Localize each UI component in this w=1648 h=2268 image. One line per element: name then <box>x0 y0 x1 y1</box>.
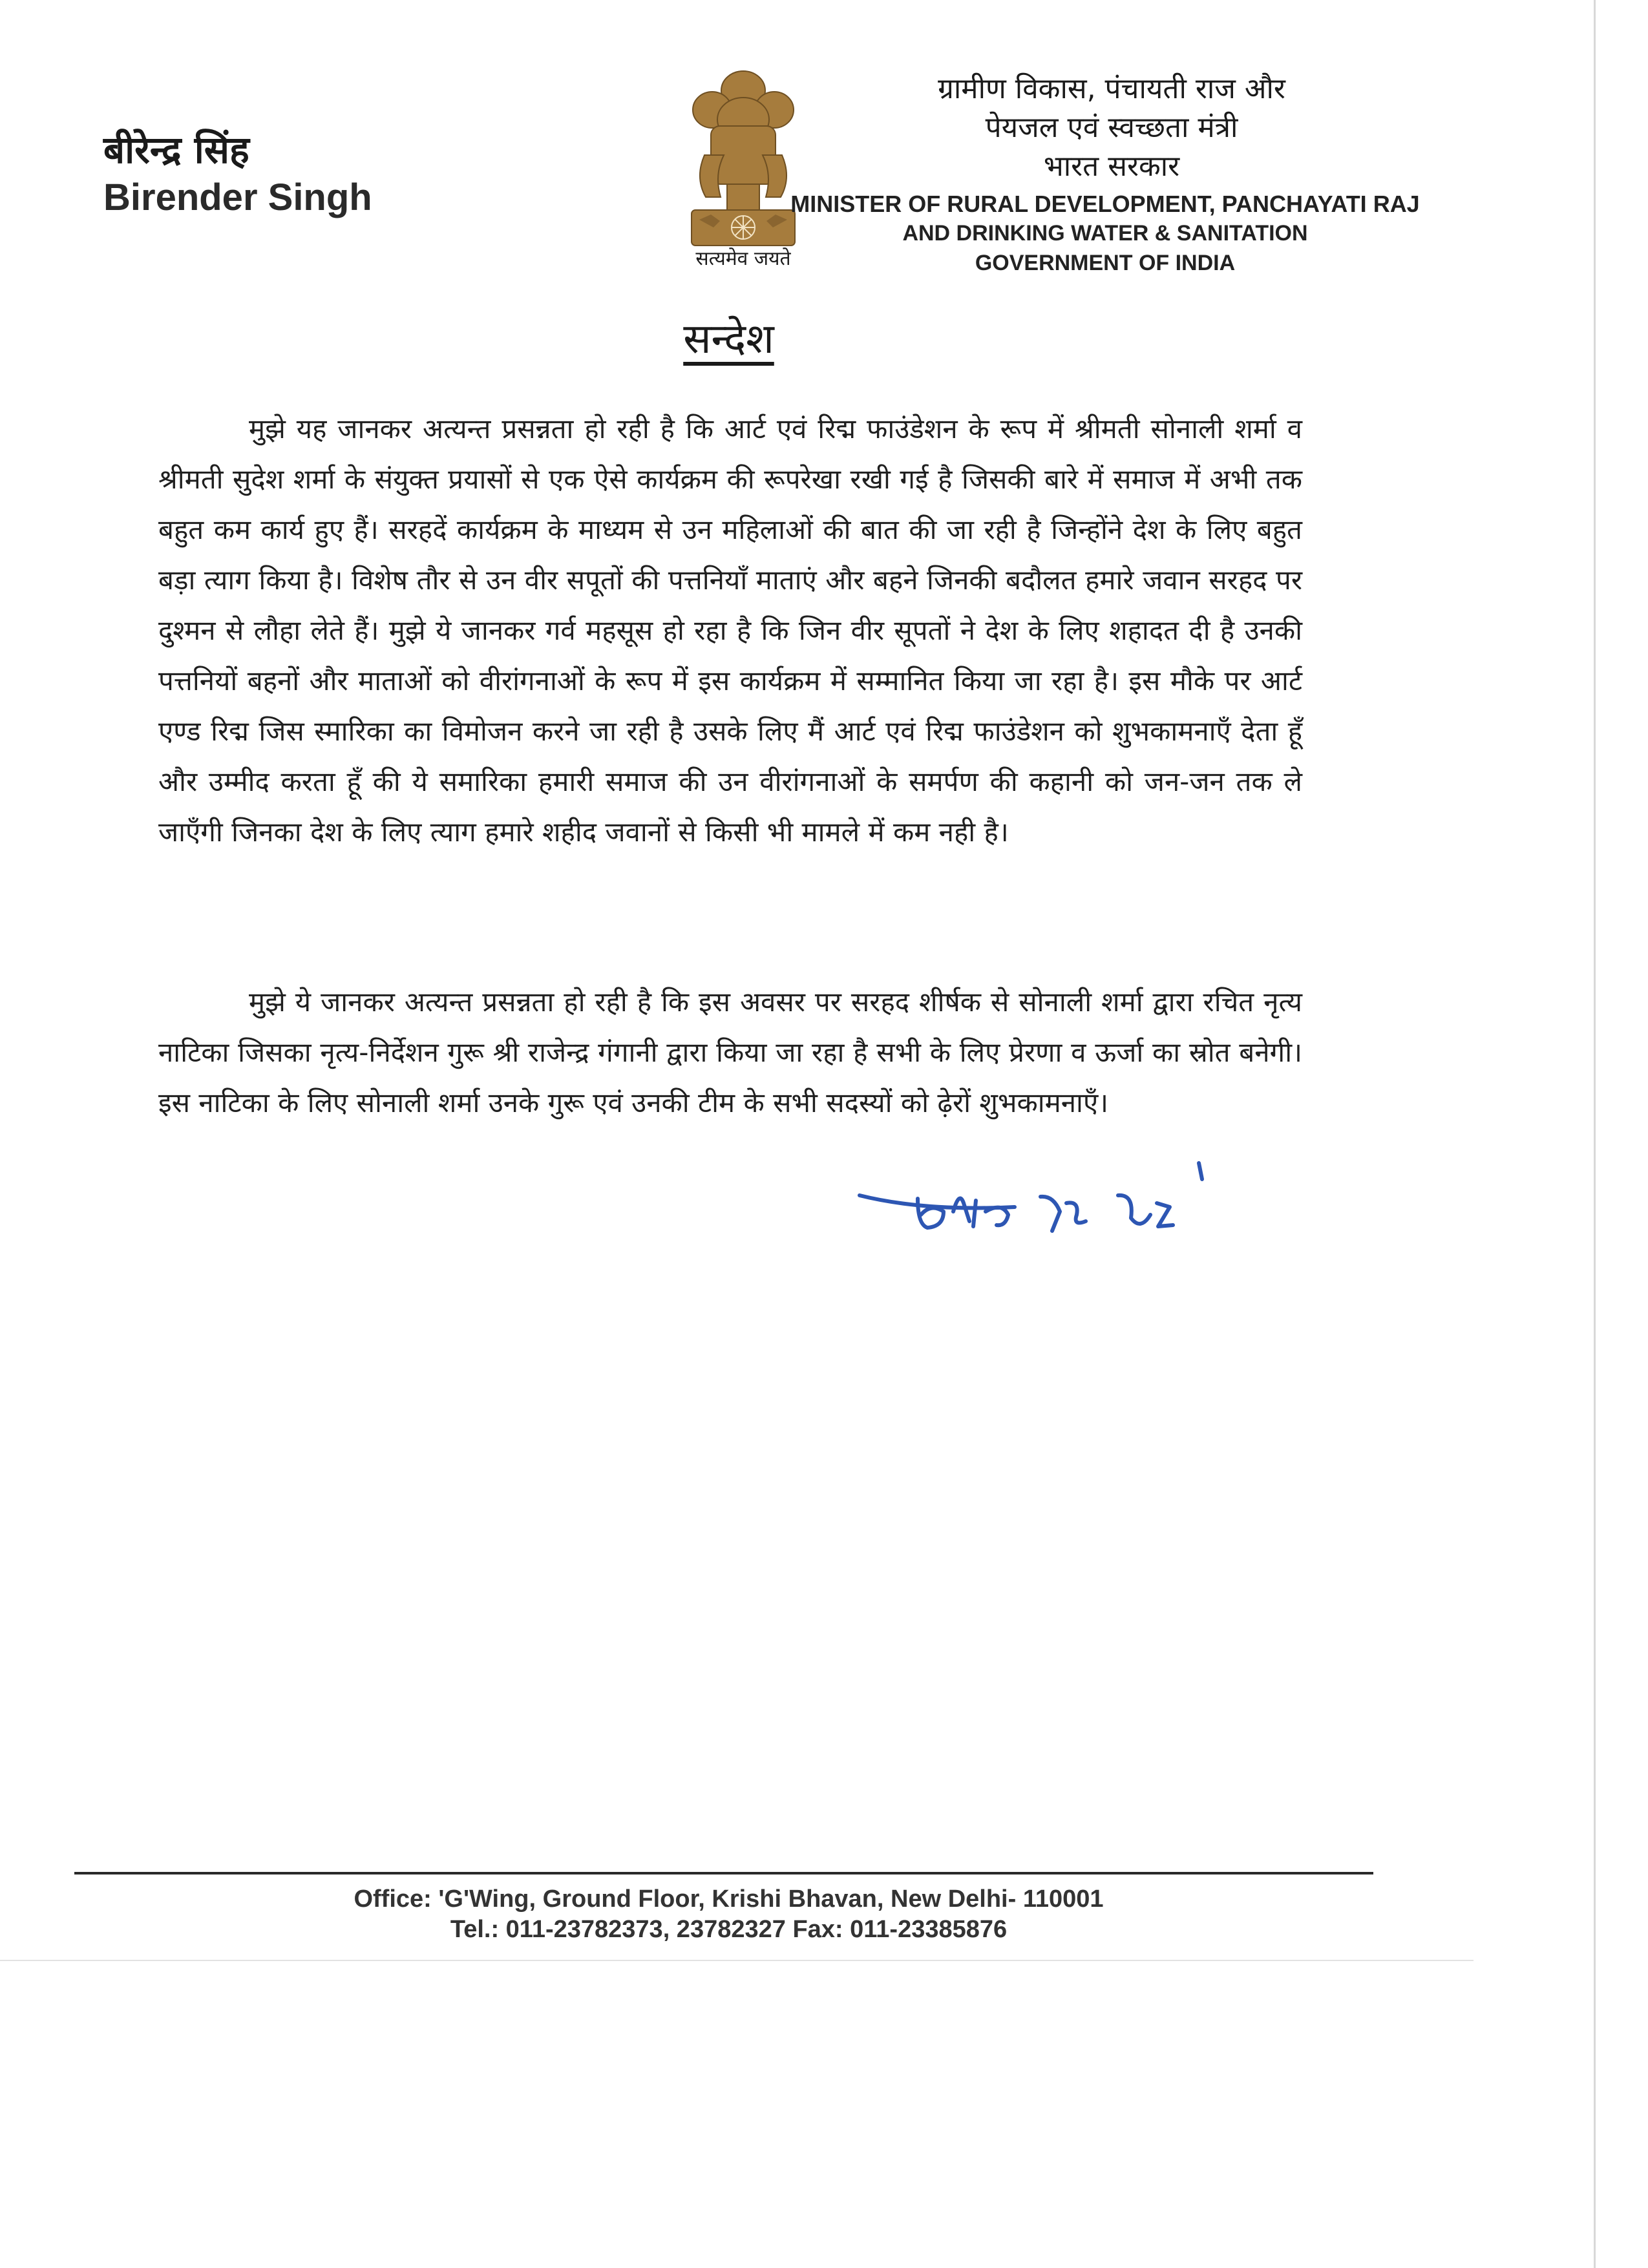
ministry-title-hindi-line-1: ग्रामीण विकास, पंचायती राज और <box>938 72 1285 105</box>
sender-name-hindi: बीरेन्द्र सिंह <box>103 128 249 172</box>
footer-contact: Tel.: 011-23782373, 23782327 Fax: 011-23385876 <box>450 1916 1008 1943</box>
ministry-title-english-line-2: AND DRINKING WATER & SANITATION <box>902 221 1308 246</box>
message-paragraph-1: मुझे यह जानकर अत्यन्त प्रसन्नता हो रही है कि आर्ट एवं रिद्म फाउंडेशन के रूप में श्रीमती सोनाली शर्मा व श्रीमती सुदेश शर्मा के संयुक्त प्रयासों से एक ऐसे कार्यक्रम की रूपरेखा रखी गई है जिसकी बारे में समाज में अभी तक बहुत कम कार्य हुए हैं। सरहदें कार्यक्रम के माध्यम से उन महिलाओं की बात की जा रही है जिन्होंने देश के लिए बहुत बड़ा त्याग किया है। विशेष तौर से उन वीर सपूतों की पत्तनियाँ माताएं और बहने जिनकी बदौलत हमारे जवान सरहद पर दुश्मन से लौहा लेते हैं। मुझे ये जानकर गर्व महसूस हो रहा है कि जिन वीर सूपतों ने देश के लिए शहादत दी है उनकी पत्तनियों बहनों और माताओं को वीरांगनाओं के रूप में इस कार्यक्रम में सम्मानित किया जा रहा है। इस मौके पर आर्ट एण्ड रिद्म जिस स्मारिका का विमोजन करने जा रही है उसके लिए मैं आर्ट एवं रिद्म फाउंडेशन को शुभकामनाएँ देता हूँ और उम्मीद करता हूँ की ये समारिका हमारी समाज की उन वीरांगनाओं के समर्पण की कहानी को जन-जन तक ले जाएँगी जिनका देश के लिए त्याग हमारे शहीद जवानों से किसी भी मामले में कम नही है। <box>158 413 1302 848</box>
scan-edge-right <box>1594 0 1596 2268</box>
emblem-motto: सत्यमेव जयते <box>695 247 791 270</box>
message-paragraph-2: मुझे ये जानकर अत्यन्त प्रसन्नता हो रही है कि इस अवसर पर सरहद शीर्षक से सोनाली शर्मा द्वारा रचित नृत्य नाटिका जिसका नृत्य-निर्देशन गुरू श्री राजेन्द्र गंगानी द्वारा किया जा रहा है सभी के लिए प्रेरणा व ऊर्जा का स्रोत बनेगी। इस नाटिका के लिए सोनाली शर्मा उनके गुरू एवं उनकी टीम के सभी सदस्यों को ढ़ेरों शुभकामनाएँ। <box>158 986 1302 1118</box>
ministry-title-hindi-line-2: पेयजल एवं स्वच्छता मंत्री <box>985 111 1238 144</box>
sender-name-english: Birender Singh <box>103 176 372 218</box>
message-title: सन्देश <box>683 315 774 363</box>
handwritten-signature <box>847 1150 1247 1279</box>
footer-address: Office: 'G'Wing, Ground Floor, Krishi Bhavan, New Delhi- 110001 <box>354 1885 1104 1913</box>
ministry-title-hindi-line-3: भारत सरकार <box>1043 150 1180 183</box>
ministry-title-english-line-1: MINISTER OF RURAL DEVELOPMENT, PANCHAYATI RAJ <box>790 191 1420 217</box>
footer-divider <box>74 1872 1373 1874</box>
ministry-title-english-line-3: GOVERNMENT OF INDIA <box>975 251 1236 275</box>
scan-edge-bottom <box>0 1960 1474 1961</box>
